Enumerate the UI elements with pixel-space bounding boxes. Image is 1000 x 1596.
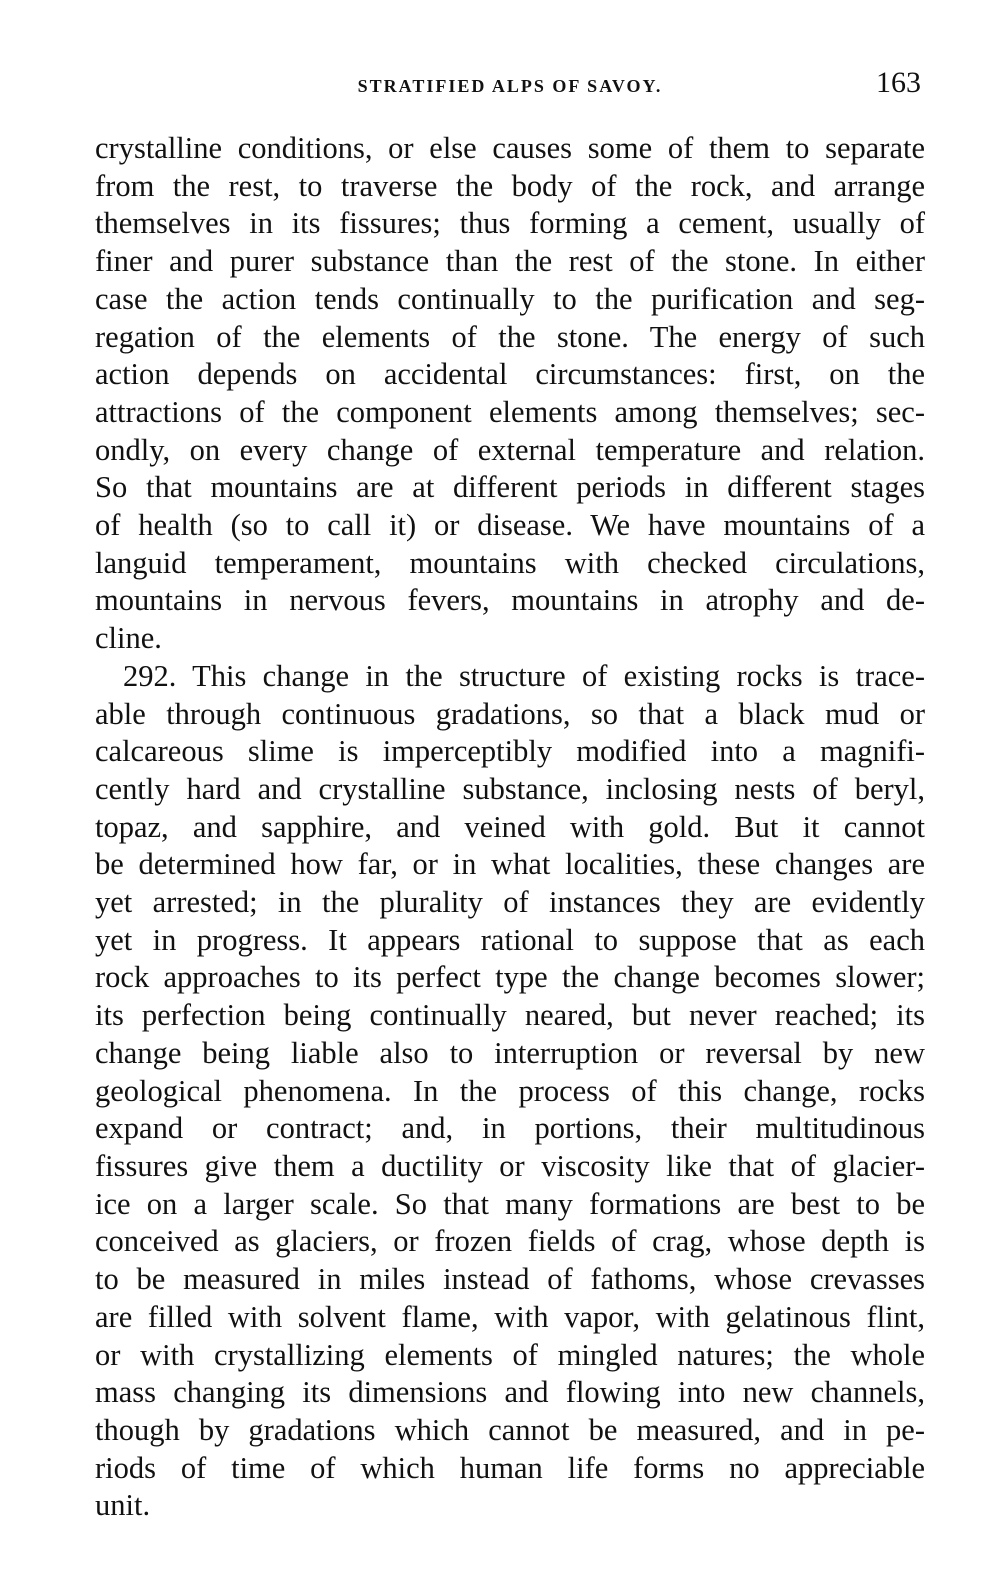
- text-line: languid temperament, mountains with checked circulations,: [95, 545, 925, 580]
- running-head: [95, 66, 925, 106]
- text-line: unit.: [95, 1488, 151, 1523]
- paragraph-1: [95, 130, 925, 658]
- text-line: are filled with solvent flame, with vapor, with gelatinous flint,: [95, 1299, 925, 1334]
- running-title: STRATIFIED ALPS OF SAVOY.: [357, 76, 663, 96]
- text-line: case the action tends continually to the purification and seg-: [95, 281, 925, 316]
- text-line: conceived as glaciers, or frozen fields of crag, whose depth is: [95, 1224, 925, 1259]
- body-text: [95, 130, 925, 1525]
- text-line: cently hard and crystalline substance, inclosing nests of beryl,: [95, 771, 925, 806]
- text-line: finer and purer substance than the rest of the stone. In either: [95, 244, 925, 279]
- text-line: yet in progress. It appears rational to suppose that as each: [95, 922, 925, 957]
- text-line: topaz, and sapphire, and veined with gold. But it cannot: [95, 809, 925, 844]
- text-line: ondly, on every change of external temperature and relation.: [95, 432, 925, 467]
- text-line: yet arrested; in the plurality of instances they are evidently: [95, 885, 925, 920]
- text-line: expand or contract; and, in portions, their multitudinous: [95, 1111, 925, 1146]
- text-line: cline.: [95, 621, 162, 656]
- text-line: So that mountains are at different periods in different stages: [95, 470, 925, 505]
- text-line: ice on a larger scale. So that many formations are best to be: [95, 1186, 925, 1221]
- text-line: attractions of the component elements among themselves; sec-: [95, 394, 925, 429]
- text-line: though by gradations which cannot be measured, and in pe-: [95, 1412, 925, 1447]
- text-line: its perfection being continually neared, but never reached; its: [95, 998, 925, 1033]
- text-line: calcareous slime is imperceptibly modified into a magnifi-: [95, 734, 925, 769]
- text-line: regation of the elements of the stone. The energy of such: [95, 319, 925, 354]
- text-line: riods of time of which human life forms no appreciable: [95, 1450, 925, 1485]
- text-line: be determined how far, or in what localities, these changes are: [95, 847, 925, 882]
- text-line: 292. This change in the structure of existing rocks is trace-: [123, 658, 925, 693]
- text-line: rock approaches to its perfect type the change becomes slower;: [95, 960, 925, 995]
- text-line: action depends on accidental circumstances: first, on the: [95, 357, 925, 392]
- paragraph-292: [95, 658, 925, 1525]
- text-line: crystalline conditions, or else causes some of them to separate: [95, 131, 925, 165]
- text-line: able through continuous gradations, so that a black mud or: [95, 696, 925, 731]
- text-line: fissures give them a ductility or viscosity like that of glacier-: [95, 1148, 925, 1183]
- text-line: change being liable also to interruption or reversal by new: [95, 1035, 925, 1070]
- text-line: from the rest, to traverse the body of the rock, and arrange: [95, 168, 925, 203]
- text-line: geological phenomena. In the process of this change, rocks: [95, 1073, 925, 1108]
- text-line: mass changing its dimensions and flowing into new channels,: [95, 1375, 925, 1410]
- text-line: or with crystallizing elements of mingled natures; the whole: [95, 1337, 925, 1372]
- page-number: 163: [876, 66, 921, 99]
- text-line: of health (so to call it) or disease. We have mountains of a: [95, 508, 925, 543]
- text-line: mountains in nervous fevers, mountains in atrophy and de-: [95, 583, 925, 618]
- text-line: themselves in its fissures; thus forming a cement, usually of: [95, 206, 925, 241]
- text-line: to be measured in miles instead of fathoms, whose crevasses: [95, 1262, 925, 1297]
